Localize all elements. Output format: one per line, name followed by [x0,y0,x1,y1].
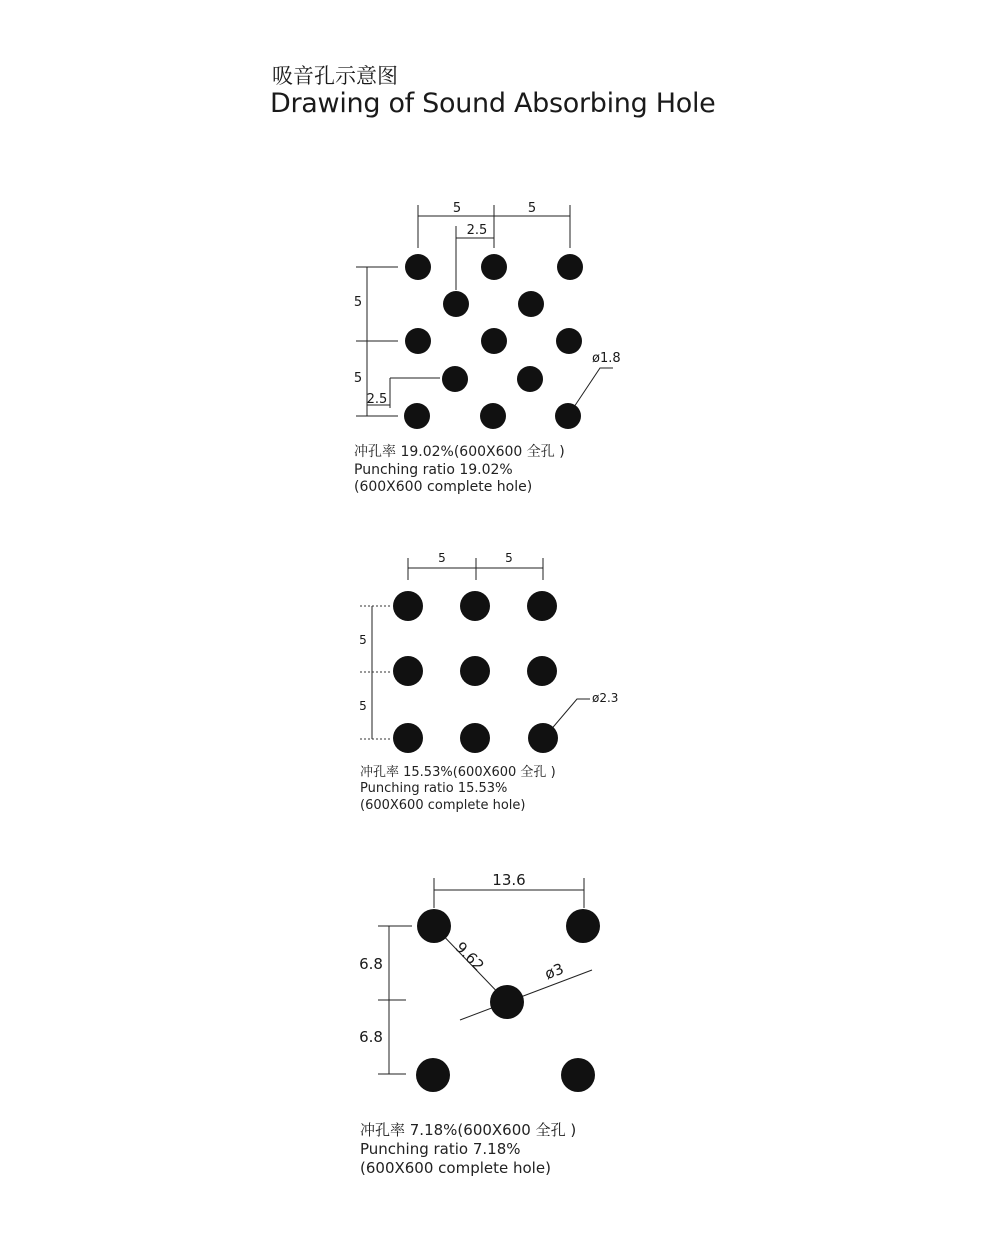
pattern-1-caption [354,444,565,497]
hole [416,1058,450,1092]
hole [561,1058,595,1092]
pattern-3-dim-diameter: ø3 [542,959,567,984]
pattern-2-dim-h1: 5 [438,551,446,565]
pattern-1-dim-diameter: ø1.8 [592,351,621,366]
pattern-3-caption-note: (600X600 complete hole) [360,1158,551,1177]
pattern-2-caption [360,765,556,814]
pattern-2-caption-cn: 冲孔率 15.53%(600X600 全孔 ) [360,765,556,780]
pattern-2-caption-note: (600X600 complete hole) [360,797,526,813]
pattern-1-caption-ratio: Punching ratio 19.02% [354,461,513,478]
hole [417,909,451,943]
pattern-3-dim-diagonal: 9.62 [451,938,488,975]
pattern-1-dim-v1: 5 [353,295,363,310]
pattern-3-dim-v2: 6.8 [359,1028,383,1046]
hole [566,909,600,943]
pattern-1-dim-h2: 5 [527,201,537,216]
pattern-1-dim-h1: 5 [452,201,462,216]
pattern-3-caption-cn: 冲孔率 7.18%(600X600 全孔 ) [360,1121,577,1139]
pattern-3-dimensions [359,871,592,1074]
pattern-2-dim-diameter: ø2.3 [592,691,619,705]
pattern-3-holes [416,909,600,1092]
pattern-1-caption-note: (600X600 complete hole) [354,479,533,495]
pattern-1-dim-v2: 5 [353,371,363,386]
pattern-3-caption-ratio: Punching ratio 7.18% [360,1139,521,1158]
pattern-1-caption-cn: 冲孔率 19.02%(600X600 全孔 ) [354,444,565,460]
pattern-2-caption-ratio: Punching ratio 15.53% [360,781,508,797]
pattern-3-dim-v1: 6.8 [359,955,383,973]
title-chinese: 吸音孔示意图 [272,64,398,88]
pattern-3-dim-width: 13.6 [492,871,526,889]
title-english: Drawing of Sound Absorbing Hole [270,88,716,119]
pattern-2-dim-v1: 5 [359,633,367,647]
pattern-1-dim-offset-top: 2.5 [466,223,488,238]
hole [490,985,524,1019]
pattern-2-dim-v2: 5 [359,699,367,713]
pattern-1-dim-offset-left: 2.5 [366,392,388,407]
pattern-3-caption [360,1121,576,1177]
pattern-2-dim-h2: 5 [505,551,513,565]
